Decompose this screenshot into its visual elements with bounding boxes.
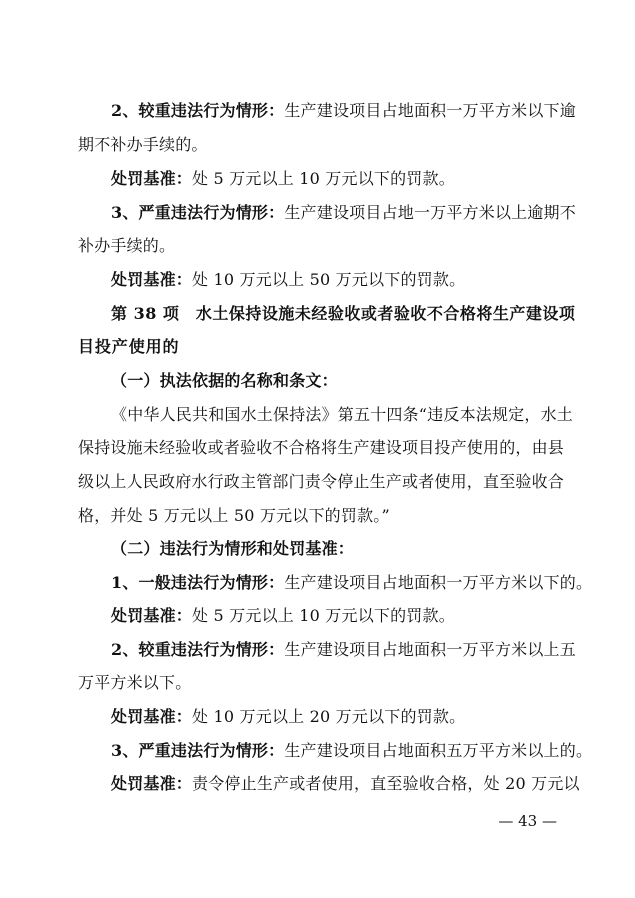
clause-label: 1、一般违法行为情形： <box>111 573 285 592</box>
section-heading <box>111 371 558 391</box>
section-heading-text: （二）违法行为情形和处罚基准： <box>111 539 355 558</box>
item-title <box>78 337 558 357</box>
penalty-label: 处罚基准： <box>111 270 193 289</box>
item-title <box>111 304 576 324</box>
section-heading-text: （一）执法依据的名称和条文： <box>111 371 338 390</box>
penalty-label: 处罚基准： <box>111 606 193 625</box>
penalty-label: 处罚基准： <box>111 707 193 726</box>
paragraph-line <box>111 707 558 727</box>
penalty-text: 处 5 万元以上 10 万元以下的罚款。 <box>192 606 455 625</box>
clause-text: 万平方米以下。 <box>78 673 192 692</box>
clause-label: 3、严重违法行为情形： <box>111 203 285 222</box>
item-title-text: 第 38 项 水土保持设施未经验收或者验收不合格将生产建设项 <box>111 304 576 323</box>
clause-label: 2、较重违法行为情形： <box>111 101 285 120</box>
paragraph-line <box>78 236 558 256</box>
penalty-label: 处罚基准： <box>111 774 193 793</box>
paragraph-line <box>111 101 576 121</box>
paragraph-line <box>111 573 593 593</box>
paragraph-line <box>78 506 558 526</box>
paragraph-line <box>78 472 565 492</box>
paragraph-line <box>111 741 593 761</box>
paragraph-line <box>78 673 558 693</box>
item-title-text: 目投产使用的 <box>78 337 180 356</box>
law-text: 《中华人民共和国水土保持法》第五十四条“违反本法规定，水土 <box>111 405 573 424</box>
clause-text: 生产建设项目占地一万平方米以上逾期不 <box>284 203 576 222</box>
paragraph-line <box>111 203 576 223</box>
clause-label: 3、严重违法行为情形： <box>111 741 285 760</box>
clause-text: 生产建设项目占地面积一万平方米以下的。 <box>284 573 593 592</box>
paragraph-line <box>111 774 580 794</box>
paragraph-line <box>78 438 565 458</box>
paragraph-line <box>111 640 576 660</box>
clause-text: 生产建设项目占地面积一万平方米以上五 <box>284 640 576 659</box>
penalty-text: 责令停止生产或者使用，直至验收合格，处 20 万元以 <box>192 774 580 793</box>
clause-label: 2、较重违法行为情形： <box>111 640 285 659</box>
penalty-text: 处 5 万元以上 10 万元以下的罚款。 <box>192 169 455 188</box>
law-text: 级以上人民政府水行政主管部门责令停止生产或者使用，直至验收合 <box>78 472 565 491</box>
penalty-text: 处 10 万元以上 50 万元以下的罚款。 <box>192 270 466 289</box>
penalty-label: 处罚基准： <box>111 169 193 188</box>
paragraph-line <box>111 270 558 290</box>
paragraph-line <box>78 135 558 155</box>
law-text: 格，并处 5 万元以上 50 万元以下的罚款。” <box>78 506 390 525</box>
clause-text: 生产建设项目占地面积一万平方米以下逾 <box>284 101 576 120</box>
clause-text: 期不补办手续的。 <box>78 135 208 154</box>
paragraph-line <box>111 405 573 425</box>
law-text: 保持设施未经验收或者验收不合格将生产建设项目投产使用的，由县 <box>78 438 565 457</box>
penalty-text: 处 10 万元以上 20 万元以下的罚款。 <box>192 707 466 726</box>
paragraph-line <box>111 169 558 189</box>
section-heading <box>111 539 558 559</box>
page-number: — 43 — <box>498 812 557 830</box>
clause-text: 补办手续的。 <box>78 236 176 255</box>
paragraph-line <box>111 606 558 626</box>
clause-text: 生产建设项目占地面积五万平方米以上的。 <box>284 741 593 760</box>
